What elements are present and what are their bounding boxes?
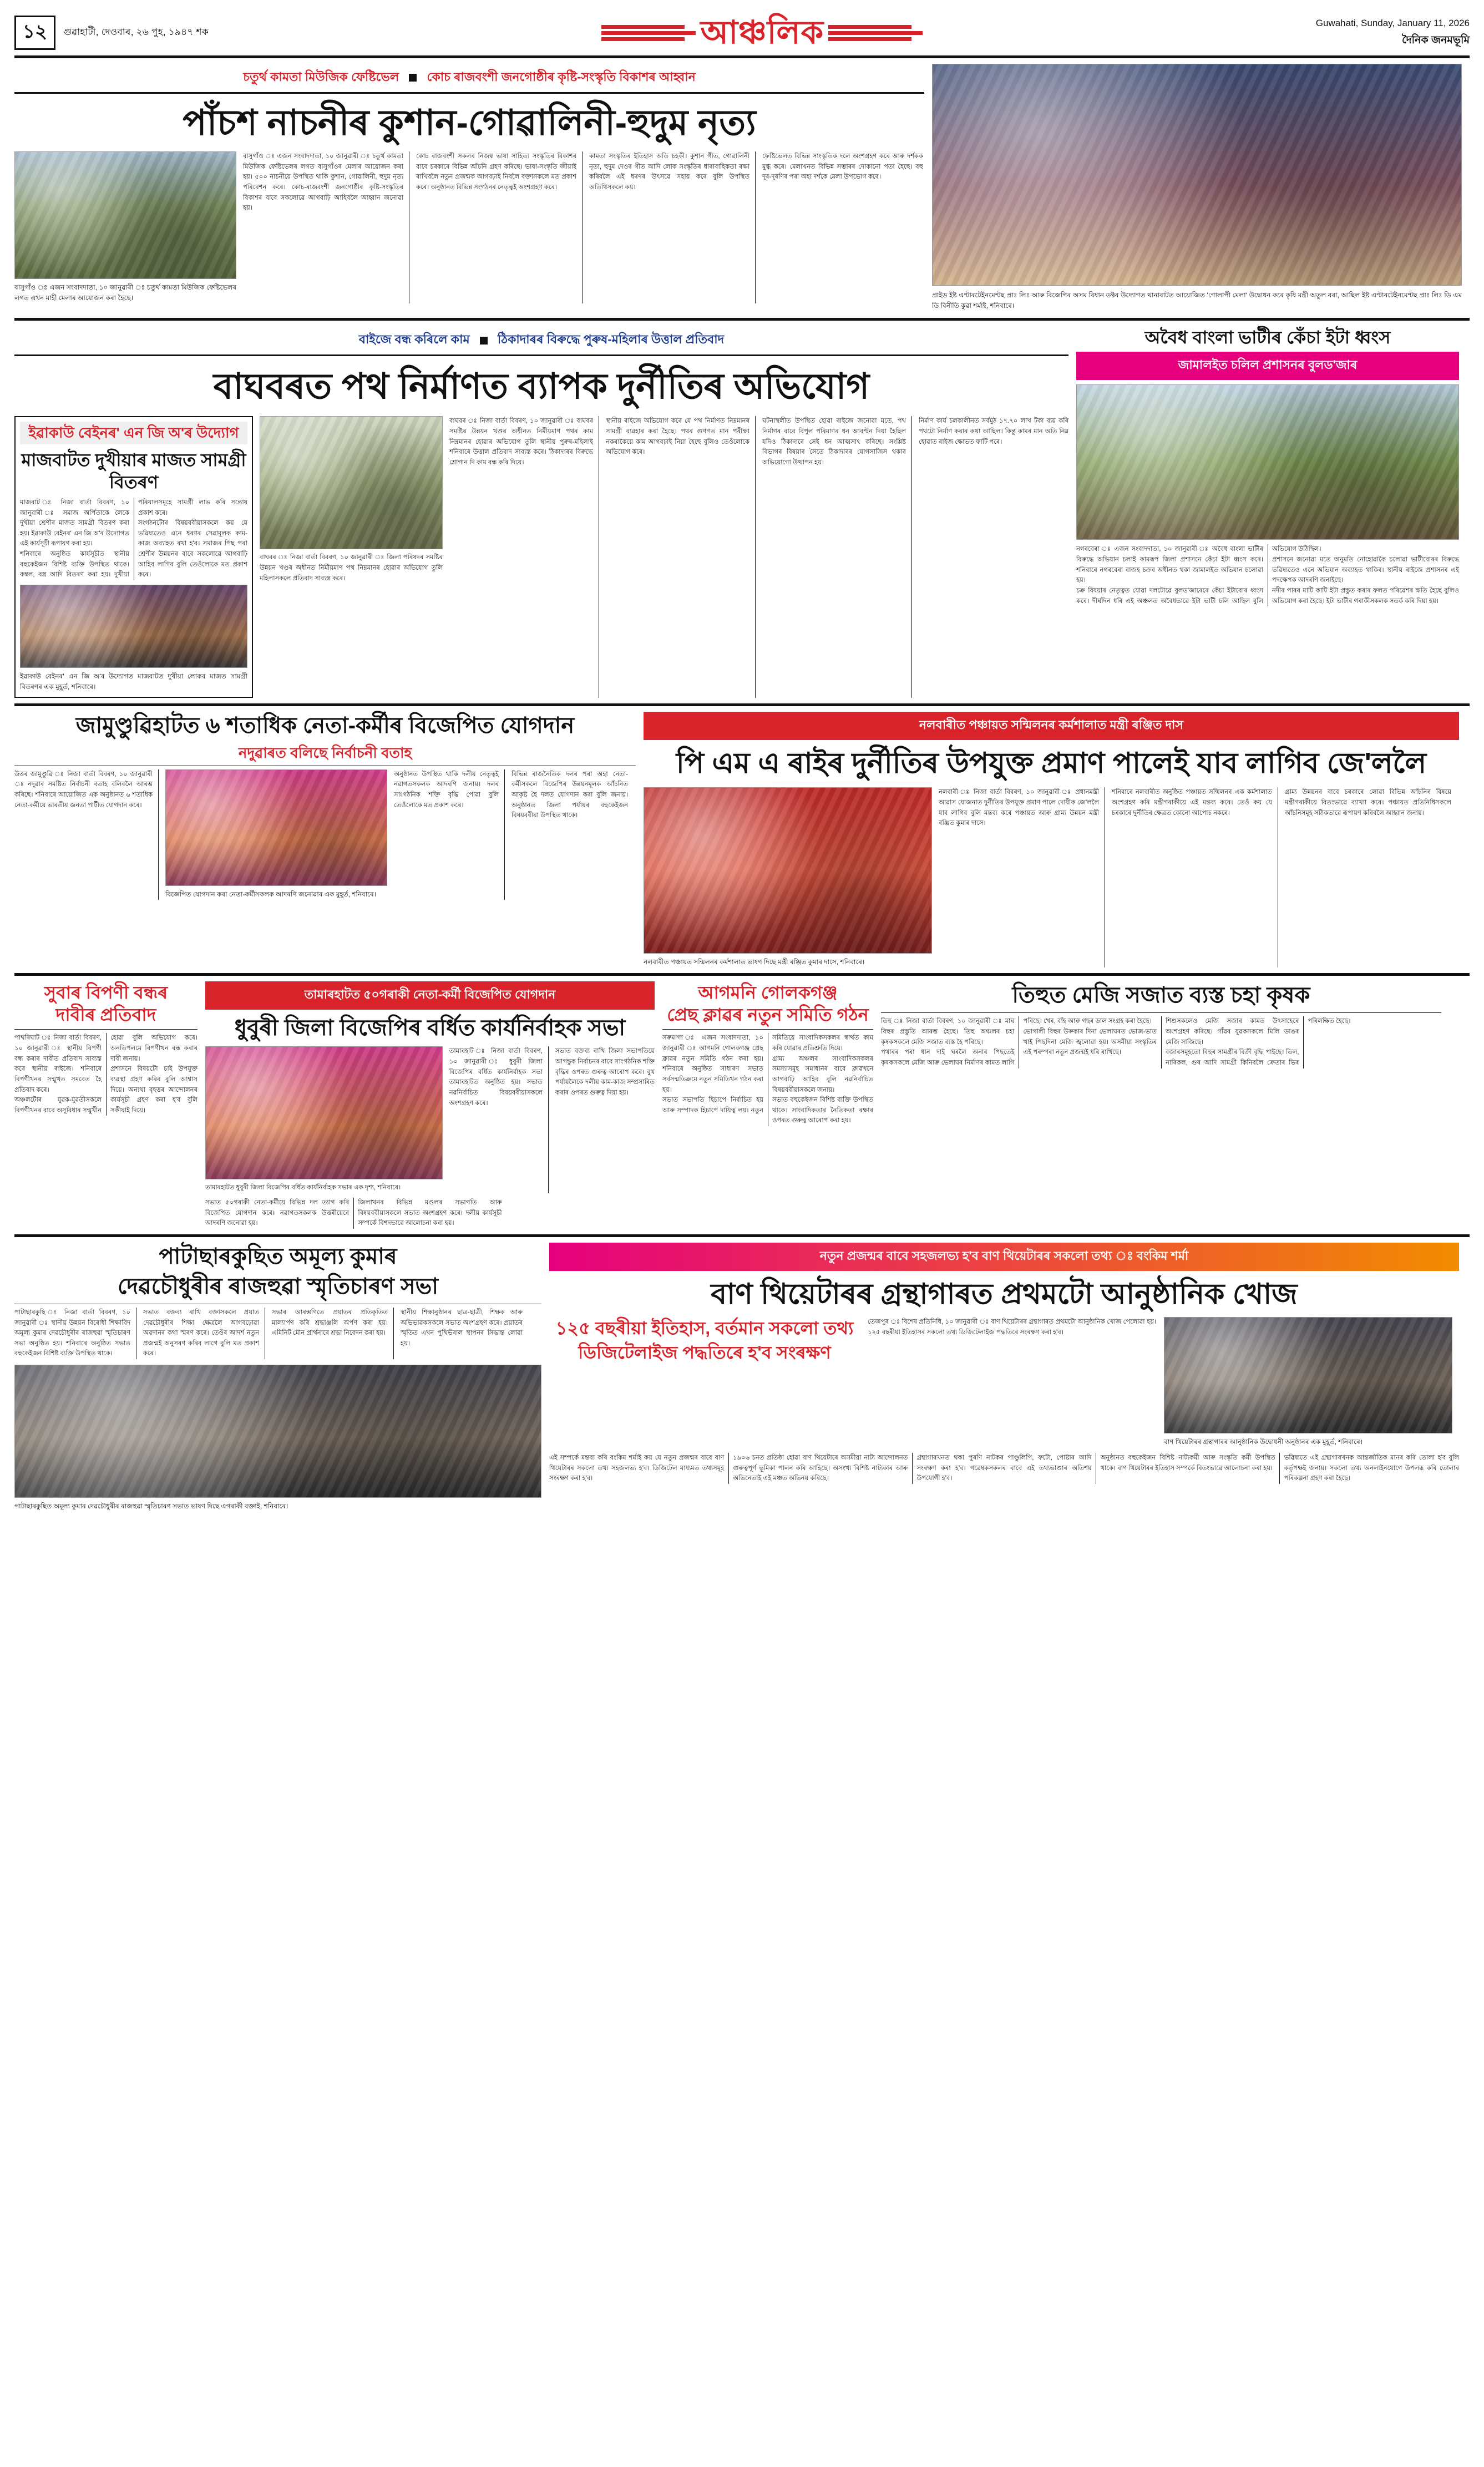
patacharkuchi-story xyxy=(14,1243,541,1512)
ban-body xyxy=(549,1453,1459,1484)
golakganj-p4: সভাত বহুকেইজন বিশিষ্ট ব্যক্তি উপস্থিত থাকে। সাংবাদিকতাৰ নৈতিকতা ৰক্ষাৰ ওপৰত গুৰুত্ব আৰোপ কৰা হয়। xyxy=(772,1097,873,1124)
square-bullet-icon-2 xyxy=(480,337,488,345)
patacharkuchi-headline-1: পাটাছাৰকুছিত অমূল্য কুমাৰ xyxy=(159,1244,397,1269)
masthead-date: Guwahati, Sunday, January 11, 2026 xyxy=(1315,18,1470,29)
lead-col-3: কামতা সংস্কৃতিৰ ইতিহাস অতি চহকী। কুশান গীত, গোৱালিনী নৃত্য, হুদুম দেওৰ গীত আদি লোক সংস্কৃতিৰ ধাৰাবাহিকতা ৰক্ষা কৰিবলৈ এই ধৰণৰ উৎসৱে সহায় কৰে বুলি উপস্থিত অতিথিসকলে কয়। xyxy=(589,151,756,303)
masthead-rule xyxy=(14,55,1470,58)
second-photo-caption: বাঘবৰ ঃ নিজা বাৰ্তা বিবৰণ, ১০ জানুৱাৰী ঃ জিলা পৰিষদৰ সমষ্টিৰ উন্নয়ন খণ্ডৰ অধীনত নিৰ্মীয়মাণ পথ নিম্নমানৰ হোৱাৰ অভিযোগ তুলি মহিলাসকলে প্ৰতিবাদ সাব্যস্ত কৰে। xyxy=(260,554,443,582)
dhubri-story xyxy=(205,981,655,1229)
patacharkuchi-photo xyxy=(14,1365,541,1498)
jamunamukh-photo-block xyxy=(165,769,387,900)
second-col-2 xyxy=(606,416,756,698)
square-bullet-icon xyxy=(409,74,417,82)
ban-sub-2: ডিজিটেলাইজ পদ্ধতিৰে হ'ব সংৰক্ষণ xyxy=(578,1342,831,1362)
section-rule-4 xyxy=(14,1234,1470,1237)
nalbari-kicker: নলবাৰীত পঞ্চায়ত সন্মিলনৰ কৰ্মশালাত মন্ত্ৰী ৰঞ্জিত দাস xyxy=(644,712,1459,740)
ban-p2: এই সম্পৰ্কে মন্তব্য কৰি বংকিম শৰ্মাই কয় যে নতুন প্ৰজন্মৰ বাবে বাণ থিয়েটাৰৰ সকলো তথ্য সহজলভ্য হ'ব। ডিজিটেল মাধ্যমত তথ্যসমূহ সংৰক্ষণ কৰা হ'ব। xyxy=(549,1455,725,1482)
dhubri-col-1: তামাৰহাট ঃ নিজা বাৰ্তা বিবৰণ, ১০ জানুৱাৰী ঃ ধুবুৰী জিলা বিজেপিৰ বৰ্ধিত কাৰ্যনিৰ্বাহক সভা তামাৰহাটত অনুষ্ঠিত হয়। সভাত নৱনিৰ্বাচিত বিষয়ববীয়াসকলে অংশগ্ৰহণ কৰে। xyxy=(449,1046,549,1193)
lead-main-photo xyxy=(932,64,1462,286)
patacharkuchi-photo-caption: পাটাছাৰকুছিত অমূল্য কুমাৰ দেৱচৌধুৰীৰ ৰাজহুৱা স্মৃতিচাৰণ সভাত ভাষণ দিছে এগৰাকী বক্তাই, শনিবাৰে। xyxy=(14,1502,288,1511)
second-kicker xyxy=(14,326,1068,356)
tihu-p5: বজাৰসমূহতো বিহুৰ সামগ্ৰীৰ বিক্ৰী বৃদ্ধি পাইছে। তিল, নাৰিকল, গুৰ আদি সামগ্ৰী কিনিবলৈ ক্ৰেতাৰ ভিৰ পৰিলক্ষিত হৈছে। xyxy=(1166,1018,1351,1066)
golakganj-headline-2: প্ৰেছ ক্লাৱৰ নতুন সমিতি গঠন xyxy=(667,1005,869,1025)
dhubri-photo-caption: তামাৰহাটত ধুবুৰী জিলা বিজেপিৰ বৰ্ধিত কাৰ্যনিৰ্বাহক সভাৰ এক দৃশ্য, শনিবাৰে। xyxy=(205,1184,401,1192)
kiln-subkicker: জামালইত চলিল প্ৰশাসনৰ বুলড'জাৰ xyxy=(1076,352,1459,380)
golakganj-story xyxy=(662,981,873,1229)
ngo-body xyxy=(20,498,247,580)
lead-body-row xyxy=(14,151,924,303)
kiln-p2: চক্ৰ বিষয়াৰ নেতৃত্বত যোৱা দলটোৱে বুলড'জাৰেৰে কেঁচা ইটাবোৰ ধ্বংস কৰে। দীৰ্ঘদিন ধৰি এই অঞ্চলত অবৈধভাৱে ইটা ভাটী চলি আছিল বুলি অভিযোগ উঠিছিল। xyxy=(1076,546,1321,605)
masthead-place-date: গুৱাহাটী, দেওবাৰ, ২৬ পুহ, ১৯৪৭ শক xyxy=(63,27,209,37)
nalbari-headline: পি এম এ ৰাইৰ দুৰ্নীতিৰ উপযুক্ত প্ৰমাণ পালেই যাব লাগিব জে'ললৈ xyxy=(676,747,1427,780)
jamunamukh-sub: নদুৱাৰত বলিছে নিৰ্বাচনী বতাহ xyxy=(238,744,412,762)
ngo-body-p3: সংগঠনটোৰ বিষয়ববীয়াসকলে কয় যে ভৱিষ্যতেও এনে ধৰণৰ সেৱামূলক কাম-কাজ অব্যাহত ৰখা হ'ব। সমাজৰ পিছ পৰা শ্ৰেণীৰ উন্নয়নৰ বাবে সকলোৱে আগবাঢ়ি আহিব লাগিব বুলি তেওঁলোকে মত প্ৰকাশ কৰে। xyxy=(138,520,247,579)
mid-section xyxy=(14,712,1470,967)
tihu-headline: তিহুত মেজি সজাত ব্যস্ত চহা কৃষক xyxy=(1012,983,1310,1008)
dhubri-headline: ধুবুৰী জিলা বিজেপিৰ বৰ্ধিত কাৰ্যনিৰ্বাহক সভা xyxy=(234,1016,626,1041)
second-photo xyxy=(260,416,443,549)
second-kicker-left: বাইজে বন্ধ কৰিলে কাম xyxy=(358,332,470,347)
dhubri-photo-block xyxy=(205,1046,443,1193)
logo-bars-left xyxy=(601,25,696,41)
dhubri-p4: জিলাখনৰ বিভিন্ন মণ্ডলৰ সভাপতি আৰু বিষয়ববীয়াসকলে সভাত অংশগ্ৰহণ কৰে। দলীয় কাৰ্যসূচী সম্পৰ্কে বিশদভাৱে আলোচনা কৰা হয়। xyxy=(358,1199,502,1227)
jamunamukh-story xyxy=(14,712,636,967)
ngo-body-p1: মাজবাট ঃ নিজা বাৰ্তা বিবৰণ, ১০ জানুৱাৰী ঃ সমাজ অৰ্পিতাকে লৈকে দুখীয়া শ্ৰেণীৰ মাজত সামগ্ৰী বিতৰণ কৰা হয়। ইৱাকাউ বেইনৰ' এন জি অ'ৰ উদ্যোগত এই কাৰ্যসূচী ৰূপায়ণ কৰা হয়। xyxy=(20,499,129,548)
subarbipani-headline-1: সুবাৰ বিপণী বন্ধৰ xyxy=(44,982,168,1003)
second-col-3 xyxy=(762,416,912,698)
dhubri-body-rest xyxy=(205,1198,655,1229)
subarbipani-headline-2: দাবীৰ প্ৰতিবাদ xyxy=(55,1005,156,1025)
golakganj-p1: সৰুমাগা ঃ এজন সংবাদদাতা, ১০ জানুৱাৰী ঃ আগমনি গোলকগঞ্জ প্ৰেছ ক্লাৱৰ নতুন সমিতি গঠন কৰা হয়। শনিবাৰে অনুষ্ঠিত সাধাৰণ সভাত সৰ্বসন্মতিক্ৰমে নতুন সমিতিখন গঠন কৰা হয়। xyxy=(662,1035,763,1093)
lead-kicker xyxy=(14,64,924,94)
lead-col-1: বাসুগাঁও ঃ এজন সংবাদদাতা, ১০ জানুৱাৰী ঃ চতুৰ্থ কামতা মিউজিক ফেষ্টিভেলৰ লগত বাসুগাঁওৰ মেলাৰ আয়োজন কৰা হয়। ৫০০ নাচনীয়ে উপস্থিত থাকি কুশান, গোৱালিনী, হুদুম নৃত্য পৰিবেশন কৰে। কোচ-ৰাজবংশী জনগোষ্ঠীৰ কৃষ্টি-সংস্কৃতিৰ বিকাশৰ বাবে সকলোৱে আগবাঢ়ি আহিবলৈ আহ্বান জনোৱা হয়। xyxy=(243,151,409,303)
third-section xyxy=(14,981,1470,1229)
nalbari-photo-block xyxy=(644,787,932,967)
second-headline: বাঘবৰত পথ নিৰ্মাণত ব্যাপক দুৰ্নীতিৰ অভিযোগ xyxy=(213,366,870,407)
second-kicker-right: ঠিকাদাৰৰ বিৰুদ্ধে পুৰুষ-মহিলাৰ উত্তাল প্ৰতিবাদ xyxy=(497,332,725,347)
tihu-p2: পথাৰৰ পৰা ধান দাই ঘৰলৈ অনাৰ পিছতেই কৃষকসকলে মেজি আৰু ভেলাঘৰ নিৰ্মাণৰ কামত লাগি পৰিছে। খেৰ, বাঁহ আৰু গছৰ ডাল সংগ্ৰহ কৰা হৈছে। xyxy=(881,1018,1152,1066)
ban-photo xyxy=(1164,1317,1452,1433)
tihu-story xyxy=(881,981,1441,1229)
ngo-headline: মাজবাটত দুখীয়াৰ মাজত সামগ্ৰী বিতৰণ xyxy=(21,449,246,492)
ban-p6: ভৱিষ্যতে এই গ্ৰন্থাগাৰখনক আন্তৰ্জাতিক মানৰ কৰি তোলা হ'ব বুলি কৰ্তৃপক্ষই জনায়। সকলো তথ্য অনলাইনযোগে উপলব্ধ কৰি তোলাৰ পৰিকল্পনা গ্ৰহণ কৰা হৈছে। xyxy=(1284,1455,1459,1482)
second-col-4 xyxy=(919,416,1068,698)
lead-photo xyxy=(14,151,236,279)
ngo-box xyxy=(14,416,253,698)
kiln-story xyxy=(1076,326,1459,698)
ban-photo-block xyxy=(1164,1317,1452,1447)
ban-p3: ১৯০৬ চনত প্ৰতিষ্ঠা হোৱা বাণ থিয়েটাৰে অসমীয়া নাট্য আন্দোলনত গুৰুত্বপূৰ্ণ ভূমিকা পালন কৰি আহিছে। অসংখ্য বিশিষ্ট নাট্যকাৰ আৰু অভিনেতাই এই মঞ্চত অভিনয় কৰিছে। xyxy=(733,1455,908,1482)
patacharkuchi-col-3: সভাৰ আৰম্ভণিতে প্ৰয়াতৰ প্ৰতিকৃতিত মাল্যাৰ্পণ কৰি শ্ৰদ্ধাঞ্জলি অৰ্পণ কৰা হয়। এমিনিট মৌন প্ৰাৰ্থনাৰে শ্ৰদ্ধা নিবেদন কৰা হয়। xyxy=(272,1308,394,1359)
ban-headline: বাণ থিয়েটাৰৰ গ্ৰন্থাগাৰত প্ৰথমটো আনুষ্ঠানিক খোজ xyxy=(711,1278,1298,1310)
section-rule-1 xyxy=(14,318,1470,321)
lead-section xyxy=(14,64,1470,311)
patacharkuchi-col-4: স্থানীয় শিক্ষানুষ্ঠানৰ ছাত্ৰ-ছাত্ৰী, শিক্ষক আৰু অভিভাৱকসকলে সভাত অংশগ্ৰহণ কৰে। প্ৰয়াতৰ স্মৃতিত এখন পুথিভঁৰাল স্থাপনৰ সিদ্ধান্ত লোৱা হয়। xyxy=(401,1309,523,1347)
second-body-row xyxy=(14,416,1068,698)
fourth-section xyxy=(14,1243,1470,1512)
jamunamukh-photo-caption: বিজেপিত যোগদান কৰা নেতা-কৰ্মীসকলক আদৰণি জনোৱাৰ এক মুহূৰ্ত, শনিবাৰে। xyxy=(165,890,377,898)
section-rule-3 xyxy=(14,973,1470,976)
second-section xyxy=(14,326,1470,698)
lead-col-4: ফেষ্টিভেলত বিভিন্ন সাংস্কৃতিক দলে অংশগ্ৰহণ কৰে আৰু দৰ্শকক মুগ্ধ কৰে। মেলাখনত বিভিন্ন সম্ভাৰৰ দোকানো পতা হৈছে। বহু দূৰ-দূৰণিৰ পৰা অহা দৰ্শকে মেলা উপভোগ কৰে। xyxy=(762,153,923,181)
kiln-p1: নগৰবেৰা ঃ এজন সংবাদদাতা, ১০ জানুৱাৰী ঃ অবৈধ বাংলা ভাটীৰ বিৰুদ্ধে অভিযান চলাই কামৰূপ জিলা প্ৰশাসনে কেঁচা ইটা ধ্বংস কৰে। শনিবাৰে নগৰবেৰা ৰাজহ চক্ৰৰ অধীনত থকা জামালইত অভিযান চলোৱা হয়। xyxy=(1076,546,1263,584)
kiln-headline: অবৈধ বাংলা ভাটীৰ কেঁচা ইটা ধ্বংস xyxy=(1144,327,1391,348)
ngo-kicker: ইৱাকাউ বেইনৰ' এন জি অ'ৰ উদ্যোগ xyxy=(20,422,247,444)
lead-photo-block xyxy=(14,151,236,303)
kiln-p4: নদীৰ পাৰৰ মাটি কাটি ইটা প্ৰস্তুত কৰাৰ ফলত পৰিৱেশৰ ক্ষতি হৈছে বুলিও অভিযোগ কৰা হৈছে। ইটা ভাটীৰ গৰাকীসকলক সতৰ্ক কৰি দিয়া হয়। xyxy=(1272,587,1459,605)
nalbari-story xyxy=(644,712,1459,967)
golakganj-headline-1: আগমনি গোলকগঞ্জ xyxy=(698,982,838,1003)
masthead-right xyxy=(1316,16,1470,49)
lead-kicker-left: চতুৰ্থ কামতা মিউজিক ফেষ্টিভেল xyxy=(243,70,399,84)
second-col-1-text: বাঘবৰ ঃ নিজা বাৰ্তা বিবৰণ, ১০ জানুৱাৰী ঃ বাঘবৰ সমষ্টিৰ উন্নয়ন খণ্ডৰ অধীনত নিৰ্মীয়মাণ পথৰ কাম নিম্নমানৰ হোৱাৰ অভিযোগ তুলি স্থানীয় পুৰুষ-মহিলাই শনিবাৰে উত্তাল প্ৰতিবাদ সাব্যস্ত কৰে। ঠিকাদাৰৰ বিৰুদ্ধে শ্লোগান দি কাম বন্ধ কৰি দিয়ে। xyxy=(449,418,593,466)
ban-kicker: নতুন প্ৰজন্মৰ বাবে সহজলভ্য হ'ব বাণ থিয়েটাৰৰ সকলো তথ্য ঃ বংকিম শৰ্মা xyxy=(549,1243,1459,1271)
golakganj-body xyxy=(662,1033,873,1126)
nalbari-photo xyxy=(644,787,932,954)
ban-p5: অনুষ্ঠানত বহুকেইজন বিশিষ্ট নাট্যকৰ্মী আৰু সংস্কৃতি কৰ্মী উপস্থিত থাকে। বাণ থিয়েটাৰৰ ইতিহাস সম্পৰ্কে বিতংভাৱে আলোচনা কৰা হয়। xyxy=(1100,1455,1275,1472)
lead-photo-caption: বাসুগাঁও ঃ এজন সংবাদদাতা, ১০ জানুৱাৰী ঃ চতুৰ্থ কামতা মিউজিক ফেষ্টিভেলৰ লগত এখন মাহী মেলাৰ আয়োজন কৰা হৈছে। xyxy=(14,283,236,302)
ban-intro: তেজপুৰ ঃ বিশেষ প্ৰতিনিধি, ১০ জানুৱাৰী ঃ বাণ থিয়েটাৰৰ গ্ৰন্থাগাৰত প্ৰথমটো আনুষ্ঠানিক খোজ পেলোৱা হয়। ১২৫ বছৰীয়া ইতিহাসৰ সকলো তথ্য ডিজিটেলাইজ পদ্ধতিৰে সংৰক্ষণ কৰা হ'ব। xyxy=(868,1318,1156,1336)
kiln-photo xyxy=(1076,384,1459,540)
nalbari-col-1: নলবাৰী ঃ নিজা বাৰ্তা বিবৰণ, ১০ জানুৱাৰী ঃ প্ৰধানমন্ত্ৰী আৱাস যোজনাত দুৰ্নীতিৰ উপযুক্ত প্ৰমাণ পালে দোষীক জে'ললৈ যাব লাগিব বুলি মন্তব্য কৰে পঞ্চায়ত আৰু গ্ৰাম্য উন্নয়ন মন্ত্ৰী ৰঞ্জিত কুমাৰ দাসে। xyxy=(939,787,1105,967)
second-col-3-text: ঘটনাস্থলীত উপস্থিত হোৱা ৰাইজে জনোৱা মতে, পথ নিৰ্মাণৰ বাবে বিপুল পৰিমাণৰ ধন আবণ্টন দিয়া হৈছিল যদিও ঠিকাদাৰে সেই ধন আত্মসাৎ কৰিছে। সংশ্লিষ্ট বিভাগৰ বিষয়াৰ সৈতে ঠিকাদাৰৰ যোগসাজিস থকাৰ অভিযোগো উত্থাপন হয়। xyxy=(762,418,906,466)
dhubri-p3: সভাত ৫০গৰাকী নেতা-কৰ্মীয়ে বিভিন্ন দল ত্যাগ কৰি বিজেপিত যোগদান কৰে। নৱাগতসকলক উত্তৰীয়েৰে আদৰণি জনোৱা হয়। xyxy=(205,1199,350,1227)
golakganj-p2: সভাত সভাপতি হিচাপে নিৰ্বাচিত হয় আৰু সম্পাদক হিচাপে দায়িত্ব লয়। নতুন সমিতিয়ে সাংবাদিকসকলৰ স্বাৰ্থত কাম কৰি যোৱাৰ প্ৰতিশ্ৰুতি দিয়ে। xyxy=(662,1035,873,1114)
newspaper-logo xyxy=(209,14,1316,50)
patacharkuchi-row xyxy=(14,1308,541,1359)
ban-p4: গ্ৰন্থাগাৰখনত থকা পুৰণি নাটকৰ পাণ্ডুলিপি, ফটো, পোষ্টাৰ আদি সংৰক্ষণ কৰা হ'ব। গৱেষকসকলৰ বাবে এই তথ্যভাণ্ডাৰ অতিশয় উপযোগী হ'ব। xyxy=(916,1455,1092,1482)
second-left xyxy=(14,326,1068,698)
logo-text: আঞ্চলিক xyxy=(700,14,824,50)
lead-col-2: কোচ ৰাজবংশী সকলৰ নিজস্ব ভাষা সাহিত্য সংস্কৃতিৰ বিকাশৰ বাবে চৰকাৰে বিভিন্ন আঁচনি গ্ৰহণ কৰিছে। ভাষা-সংস্কৃতি জীয়াই ৰাখিবলৈ নতুন প্ৰজন্মক আগবঢ়াই নিবলৈ বক্তাসকলে মত প্ৰকাশ কৰে। অনুষ্ঠানত বিভিন্ন সংগঠনৰ নেতৃত্বই অংশগ্ৰহণ কৰে। xyxy=(416,151,583,303)
tihu-body xyxy=(881,1016,1441,1068)
dhubri-photo xyxy=(205,1046,443,1179)
ngo-photo xyxy=(20,585,247,668)
jamunamukh-col-1: উত্তৰ জামুণ্ডুৱি ঃ নিজা বাৰ্তা বিবৰণ, ১০ জানুৱাৰী ঃ নদুৱাৰ সমষ্টিত নিৰ্বাচনী বতাহ বলিবলৈ আৰম্ভ কৰিছে। শনিবাৰে আয়োজিত এক অনুষ্ঠানত ৬ শতাধিক নেতা-কৰ্মীয়ে ভাৰতীয় জনতা পাৰ্টীত যোগদান কৰে। xyxy=(14,769,159,900)
logo-bars-right xyxy=(828,25,923,41)
second-photo-block xyxy=(260,416,443,698)
nalbari-row xyxy=(644,787,1459,967)
golakganj-p3: গ্ৰাম্য অঞ্চলৰ সাংবাদিকসকলৰ সমস্যাসমূহ সমাধানৰ বাবে ক্লাৱখনে আগবাঢ়ি আহিব বুলি নৱনিৰ্বাচিত বিষয়ববীয়াসকলে জনায়। xyxy=(772,1055,873,1093)
dhubri-row xyxy=(205,1046,655,1193)
jamunamukh-photo xyxy=(165,769,387,886)
jamunamukh-col-2: অনুষ্ঠানত উপস্থিত থাকি দলীয় নেতৃত্বই নৱাগতসকলক আদৰণি জনায়। দলৰ সাংগঠনিক শক্তি বৃদ্ধি পোৱা বুলি তেওঁলোকে মত প্ৰকাশ কৰে। xyxy=(394,769,505,900)
second-col-1 xyxy=(449,416,599,698)
ban-photo-caption: বাণ থিয়েটাৰৰ গ্ৰন্থাগাৰৰ আনুষ্ঠানিক উদ্বোধনী অনুষ্ঠানৰ এক মুহূৰ্ত, শনিবাৰে। xyxy=(1164,1437,1363,1446)
jamunamukh-headline: জামুণ্ডুৱিহাটত ৬ শতাধিক নেতা-কৰ্মীৰ বিজেপিত যোগদান xyxy=(75,713,575,738)
subarbipani-story xyxy=(14,981,197,1229)
section-rule-2 xyxy=(14,703,1470,706)
lead-main-photo-caption: প্ৰাইড ইষ্ট এণ্টাৰটেইনমেণ্টছ প্ৰাঃ লিঃ আৰু বিজেপিৰ অসম বিধান ডক্টৰ উদ্যোগত থানাবাটত আয়োজিত 'গোলাপী মেলা' উদ্বোধন কৰে কৃষি মন্ত্ৰী অতুল বৰা, আছিল ইষ্ট এণ্টাৰটেইনমেণ্টছ প্ৰাঃ লিঃ ডি এম ডি বিনীতি কুৱা শৰ্মাই, শনিবাৰে। xyxy=(932,291,1462,310)
patacharkuchi-col-1: পাটাছাৰকুছি ঃ নিজা বাৰ্তা বিবৰণ, ১০ জানুৱাৰী ঃ স্থানীয় উন্নয়ন বিৰোধী শিক্ষাবিদ অমূল্য কুমাৰ দেৱচৌধুৰীৰ ৰাজহুৱা স্মৃতিচাৰণ সভা অনুষ্ঠিত হয়। শনিবাৰে অনুষ্ঠিত সভাত বহুকেইজন বিশিষ্ট ব্যক্তি উপস্থিত থাকে। xyxy=(14,1308,136,1359)
tihu-p3: ভোগালী বিহুৰ উৰুকাৰ দিনা ভেলাঘৰত ভোজ-ভাত খাই পিছদিনা মেজি জ্বলোৱা হয়। অসমীয়া সংস্কৃতিৰ এই পৰম্পৰা নতুন প্ৰজন্মই ধৰি ৰাখিছে। xyxy=(1023,1029,1157,1056)
subarbipani-p3: প্ৰশাসনে বিষয়টো চাই উপযুক্ত ব্যৱস্থা গ্ৰহণ কৰিব বুলি আশ্বাস দিয়ে। অন্যথা বৃহত্তৰ আন্দোলনৰ কাৰ্যসূচী গ্ৰহণ কৰা হ'ব বুলি সকীয়াই দিয়ে। xyxy=(110,1066,197,1114)
nalbari-col-3: গ্ৰাম্য উন্নয়নৰ বাবে চৰকাৰে লোৱা বিভিন্ন আঁচনিৰ বিষয়ে মন্ত্ৰীগৰাকীয়ে বিতংভাৱে ব্যাখ্যা কৰে। পঞ্চায়ত প্ৰতিনিধিসকলে আঁচনিসমূহ সঠিকভাৱে ৰূপায়ণ কৰিবলৈ আহ্বান জনায়। xyxy=(1285,789,1451,817)
tihu-p1: তিহু ঃ নিজা বাৰ্তা বিবৰণ, ১০ জানুৱাৰী ঃ মাঘ বিহুৰ প্ৰস্তুতি আৰম্ভ হৈছে। তিহু অঞ্চলৰ চহা কৃষকসকলে মেজি সজাত ব্যস্ত হৈ পৰিছে। xyxy=(881,1018,1015,1046)
masthead xyxy=(14,12,1470,55)
kiln-body xyxy=(1076,544,1459,606)
jamunamukh-row xyxy=(14,769,636,900)
lead-left xyxy=(14,64,924,311)
divider-2 xyxy=(14,1029,197,1030)
subarbipani-p2: অঞ্চলটোৰ যুৱক-যুৱতীসকলে বিপণীখনৰ বাবে অসুবিধাৰ সন্মুখীন হোৱা বুলি অভিযোগ কৰে। অনতিপলমে বিপণীখন বন্ধ কৰাৰ দাবী জনায়। xyxy=(14,1035,197,1114)
subarbipani-p1: পাথৰিঘাট ঃ নিজা বাৰ্তা বিবৰণ, ১০ জানুৱাৰী ঃ স্থানীয় বিপণী বন্ধ কৰাৰ দাবীত প্ৰতিবাদ সাব্যস্ত কৰে স্থানীয় ৰাইজে। শনিবাৰে বিপণীখনৰ সন্মুখত সমবেত হৈ প্ৰতিবাদ কৰে। xyxy=(14,1035,102,1093)
jamunamukh-col-3: বিভিন্ন ৰাজনৈতিক দলৰ পৰা অহা নেতা-কৰ্মীসকলে বিজেপিৰ উন্নয়নমূলক আঁচনিত আকৃষ্ট হৈ দলত যোগদান কৰা বুলি জনায়। অনুষ্ঠানত জিলা পৰ্যায়ৰ বহুকেইজন বিষয়ববীয়া উপস্থিত থাকে। xyxy=(511,771,628,819)
masthead-paper-name: দৈনিক জনমভূমি xyxy=(1401,34,1470,47)
lead-right-photo-block xyxy=(932,64,1462,311)
lead-kicker-right: কোচ ৰাজবংশী জনগোষ্ঠীৰ কৃষ্টি-সংস্কৃতি বিকাশৰ আহ্বান xyxy=(427,70,696,84)
dhubri-kicker: তামাৰহাটত ৫০গৰাকী নেতা-কৰ্মী বিজেপিত যোগদান xyxy=(205,981,655,1010)
second-col-4-text: নিৰ্মাণ কাৰ্য চলকালীনত সৰ্বমুঠ ১৭.৭০ লাখ টকা ব্যয় কৰি পথটো নিৰ্মাণ কৰাৰ কথা আছিল। কিন্তু কামৰ মান অতি নিম্ন হোৱাত ৰাইজ ক্ষোভত ফাটি পৰে। xyxy=(919,418,1068,445)
masthead-left xyxy=(14,16,209,50)
patacharkuchi-headline-2: দেৱচৌধুৰীৰ ৰাজহুৱা স্মৃতিচাৰণ সভা xyxy=(118,1274,438,1299)
divider-3 xyxy=(662,1029,873,1030)
tihu-p4: শিশুসকলেও মেজি সজাৰ কামত উৎসাহেৰে অংশগ্ৰহণ কৰিছে। গাঁৱৰ যুৱকসকলে মিলি ডাঙৰ মেজি সাজিছে। xyxy=(1166,1018,1299,1046)
ngo-photo-caption: ইৱাকাউ বেইনৰ' এন জি অ'ৰ উদ্যোগত মাজবাটত দুখীয়া লোকৰ মাজত সামগ্ৰী বিতৰণৰ এক মুহূৰ্ত, শনিবাৰে। xyxy=(20,672,247,691)
second-col-2-text: স্থানীয় ৰাইজে অভিযোগ কৰে যে পথ নিৰ্মাণত নিম্নমানৰ সামগ্ৰী ব্যৱহাৰ কৰা হৈছে। পথৰ গুণগত মান পৰীক্ষা নকৰাকৈয়ে কাম আগবঢ়াই নিয়া হৈছে বুলিও তেওঁলোকে অভিযোগ কৰে। xyxy=(606,418,749,456)
nalbari-col-2: শনিবাৰে নলবাৰীত অনুষ্ঠিত পঞ্চায়ত সন্মিলনৰ এক কৰ্মশালাত অংশগ্ৰহণ কৰি মন্ত্ৰীগৰাকীয়ে এই মন্তব্য কৰে। তেওঁ কয় যে চৰকাৰে দুৰ্নীতিৰ ক্ষেত্ৰত কোনো আপোচ নকৰে। xyxy=(1112,787,1278,967)
patacharkuchi-col-2: সভাত বক্তব্য ৰাখি বক্তাসকলে প্ৰয়াত দেৱচৌধুৰীৰ শিক্ষা ক্ষেত্ৰলৈ আগবঢ়োৱা অৱদানৰ কথা স্মৰণ কৰে। তেওঁৰ আদৰ্শ নতুন প্ৰজন্মই অনুসৰণ কৰিব লাগে বুলি মত প্ৰকাশ কৰে। xyxy=(143,1308,265,1359)
ban-sub-1: ১২৫ বছৰীয়া ইতিহাস, বৰ্তমান সকলো তথ্য xyxy=(555,1318,854,1338)
ban-sub-block xyxy=(549,1317,860,1447)
page-number: ১২ xyxy=(14,16,55,50)
subarbipani-body xyxy=(14,1033,197,1116)
ngo-body-p2: শনিবাৰে অনুষ্ঠিত কাৰ্যসূচীত স্থানীয় বহুকেইজন বিশিষ্ট ব্যক্তি উপস্থিত থাকে। কম্বল, বস্ত্ৰ আদি বিতৰণ কৰা হয়। দুখীয়া পৰিয়ালসমূহে সামগ্ৰী লাভ কৰি সন্তোষ প্ৰকাশ কৰে। xyxy=(20,499,247,579)
divider-4 xyxy=(881,1012,1441,1013)
lead-headline: পাঁচশ নাচনীৰ কুশান-গোৱালিনী-হুদুম নৃত্য xyxy=(183,103,756,143)
nalbari-photo-caption: নলবাৰীত পঞ্চায়ত সন্মিলনৰ কৰ্মশালাত ভাষণ দিছে মন্ত্ৰী ৰঞ্জিত কুমাৰ দাসে, শনিবাৰে। xyxy=(644,958,865,966)
ban-theatre-story xyxy=(549,1243,1459,1512)
ban-row xyxy=(549,1317,1459,1447)
dhubri-col-2: সভাত বক্তব্য ৰাখি জিলা সভাপতিয়ে আগন্তুক নিৰ্বাচনৰ বাবে সাংগঠনিক শক্তি বৃদ্ধিৰ ওপৰত গুৰুত্ব আৰোপ কৰে। বুথ পৰ্যায়লৈকে দলীয় কাম-কাজ সম্প্ৰসাৰিত কৰাৰ ওপৰত গুৰুত্ব দিয়া হয়। xyxy=(555,1048,655,1096)
kiln-p3: প্ৰশাসনে জনোৱা মতে অনুমতি নোহোৱাকৈ চলোৱা ভাটীবোৰৰ বিৰুদ্ধে ভৱিষ্যতেও এনে অভিযান অব্যাহত থাকিব। স্থানীয় ৰাইজে প্ৰশাসনৰ এই পদক্ষেপক আদৰণি জনাইছে। xyxy=(1272,556,1459,584)
